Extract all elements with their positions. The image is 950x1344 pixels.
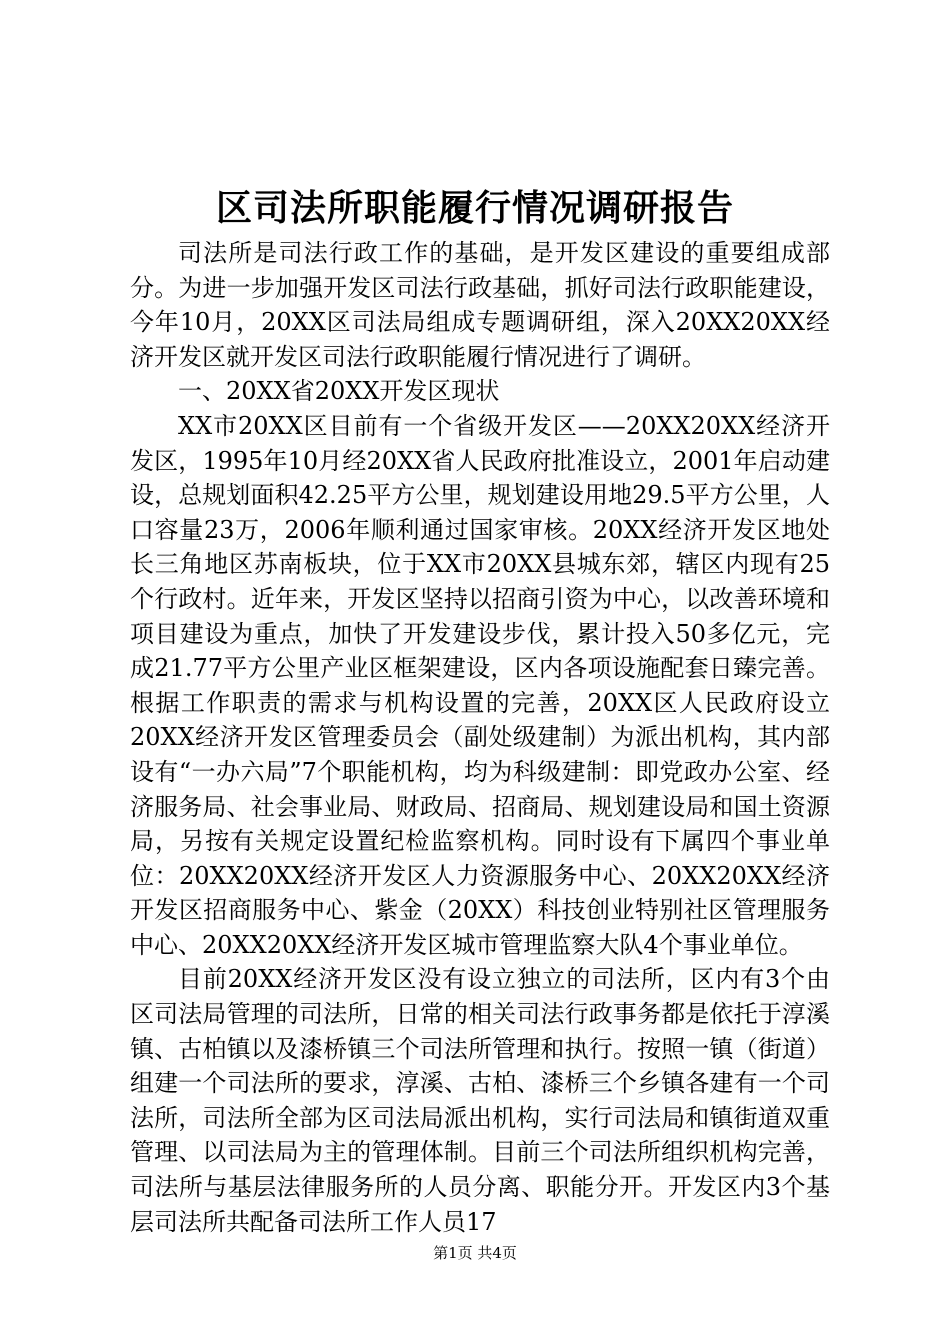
document-title: 区司法所职能履行情况调研报告 bbox=[215, 187, 734, 229]
paragraph-intro: 司法所是司法行政工作的基础，是开发区建设的重要组成部分。为进一步加强开发区司法行政基础，抓好司法行政职能建设，今年10月，20XX区司法局组成专题调研组，深入20XX20XX经济开发区就开发区司法行政职能履行情况进行了调研。 bbox=[130, 239, 830, 371]
document-body bbox=[130, 236, 830, 1239]
paragraph-status: XX市20XX区目前有一个省级开发区——20XX20XX经济开发区，1995年10月经20XX省人民政府批准设立，2001年启动建设，总规划面积42.25平方公里，规划建设用地29.5平方公里，人口容量23万，2006年顺利通过国家审核。20XX经济开发区地处长三角地区苏南板块，位于XX市20XX县城东郊，辖区内现有25个行政村。近年来，开发区坚持以招商引资为中心，以改善环境和项目建设为重点，加快了开发建设步伐，累计投入50多亿元，完成21.77平方公里产业区框架建设，区内各项设施配套日臻完善。根据工作职责的需求与机构设置的完善，20XX区人民政府设立20XX经济开发区管理委员会（副处级建制）为派出机构，其内部设有“一办六局”7个职能机构，均为科级建制：即党政办公室、经济服务局、社会事业局、财政局、招商局、规划建设局和国土资源局，另按有关规定设置纪检监察机构。同时设有下属四个事业单位：20XX20XX经济开发区人力资源服务中心、20XX20XX经济开发区招商服务中心、紫金（20XX）科技创业特别社区管理服务中心、20XX20XX经济开发区城市管理监察大队4个事业单位。 bbox=[130, 411, 830, 959]
paragraph-judicial-offices: 目前20XX经济开发区没有设立独立的司法所，区内有3个由区司法局管理的司法所，日常的相关司法行政事务都是依托于淳溪镇、古柏镇以及漆桥镇三个司法所管理和执行。按照一镇（街道）组建一个司法所的要求，淳溪、古柏、漆桥三个乡镇各建有一个司法所，司法所全部为区司法局派出机构，实行司法局和镇街道双重管理、以司法局为主的管理体制。目前三个司法所组织机构完善，司法所与基层法律服务所的人员分离、职能分开。开发区内3个基层司法所共配备司法所工作人员17 bbox=[130, 965, 830, 1236]
page-footer: 第1页 共4页 bbox=[433, 1244, 517, 1262]
section-heading: 一、20XX省20XX开发区现状 bbox=[178, 377, 500, 406]
